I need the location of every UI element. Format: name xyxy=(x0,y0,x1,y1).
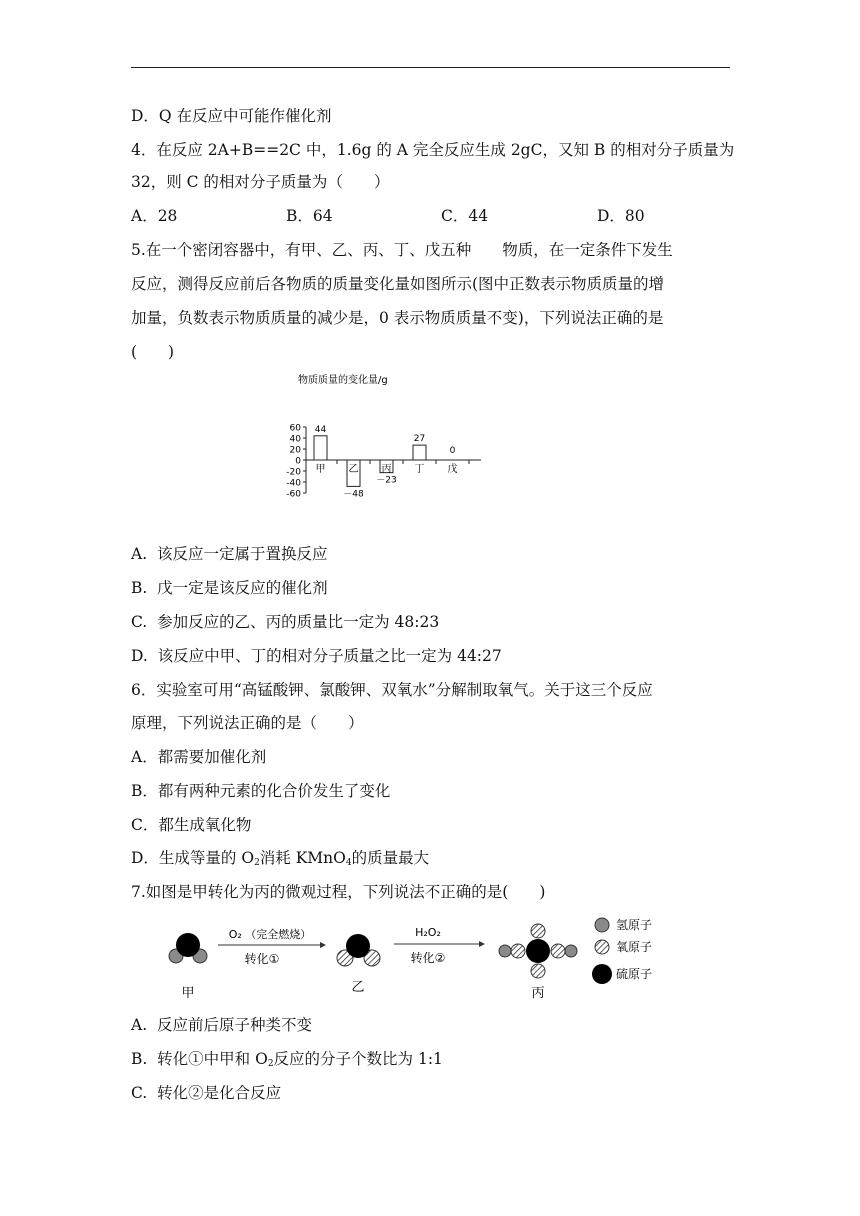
molecule-diagram-svg xyxy=(160,906,680,1006)
chart-value-label: 0 xyxy=(449,446,456,456)
q6-option-a: A．都需要加催化剂 xyxy=(131,748,267,766)
chart-bar xyxy=(413,445,426,460)
chart-value-label: －48 xyxy=(343,489,364,500)
chart-y-tick-label: -40 xyxy=(286,478,301,489)
molecule-jia xyxy=(169,933,207,963)
chart-y-tick-label: -60 xyxy=(286,489,301,500)
chart-category-label: 丙 xyxy=(381,464,392,475)
molecule-diagram xyxy=(160,906,680,1010)
legend-oxygen-swatch xyxy=(595,940,609,954)
q6-option-b: B．都有两种元素的化合价发生了变化 xyxy=(131,782,391,800)
legend-hydrogen-label: 氢原子 xyxy=(616,918,653,932)
q5-stem-line1: 5.在一个密闭容器中，有甲、乙、丙、丁、戊五种 物质，在一定条件下发生 xyxy=(131,241,673,259)
q5-stem-line3: 加量，负数表示物质质量的减少是，0 表示物质质量不变)，下列说法正确的是 xyxy=(131,309,664,327)
arrow1-head xyxy=(320,942,326,948)
legend-oxygen-label: 氧原子 xyxy=(616,940,653,954)
q5-option-c: C. 参加反应的乙、丙的质量比一定为 48:23 xyxy=(131,613,440,631)
molecule-yi xyxy=(337,934,380,966)
q5-option-b: B. 戊一定是该反应的催化剂 xyxy=(131,579,328,597)
q6-stem-line2: 原理，下列说法正确的是（ ） xyxy=(131,714,364,732)
legend-sulfur-swatch xyxy=(592,964,612,984)
q7-stem: 7.如图是甲转化为丙的微观过程，下列说法不正确的是( ) xyxy=(131,883,546,901)
q4-option-a: A．28 xyxy=(131,207,178,225)
chart-title: 物质质量的变化量/g xyxy=(298,375,388,386)
label-jia: 甲 xyxy=(181,986,195,1001)
arrow2-bottom-label: 转化② xyxy=(410,951,446,965)
q7-option-c: C. 转化②是化合反应 xyxy=(131,1084,282,1102)
chart-category-label: 乙 xyxy=(348,464,359,475)
molecule-bing xyxy=(499,924,577,978)
q4-option-d: D．80 xyxy=(597,207,645,225)
q6-stem-line1: 6．实验室可用“高锰酸钾、氯酸钾、双氧水”分解制取氧气。关于这三个反应 xyxy=(131,681,653,699)
q6-option-c: C．都生成氧化物 xyxy=(131,816,252,834)
q7-option-a: A. 反应前后原子种类不变 xyxy=(131,1016,312,1034)
chart-y-tick-label: 0 xyxy=(295,456,301,467)
arrow2-head xyxy=(479,941,485,947)
chart-y-tick-label: -20 xyxy=(286,467,301,478)
q4-stem-line2: 32，则 C 的相对分子质量为（ ） xyxy=(131,173,390,191)
q5-stem-line4: ( ) xyxy=(131,343,175,361)
label-bing: 丙 xyxy=(531,986,545,1001)
chart-category-label: 丁 xyxy=(414,464,425,475)
chart-y-tick-label: 20 xyxy=(289,445,301,456)
q4-stem-line1: 4．在反应 2A+B==2C 中，1.6g 的 A 完全反应生成 2gC，又知 B 的相对分子质量为 xyxy=(131,141,735,159)
q5-option-a: A. 该反应一定属于置换反应 xyxy=(131,545,328,563)
arrow1-top-label: O₂ （完全燃烧） xyxy=(228,928,312,941)
label-yi: 乙 xyxy=(351,980,365,995)
chart-y-tick-label: 60 xyxy=(289,423,301,434)
chart-category-label: 甲 xyxy=(315,464,326,475)
q5-option-d: D. 该反应中甲、丁的相对分子质量之比一定为 44:27 xyxy=(131,647,502,665)
arrow1-bottom-label: 转化① xyxy=(244,952,280,966)
chart-svg xyxy=(270,368,485,536)
legend-sulfur-label: 硫原子 xyxy=(616,967,653,981)
chart-bar xyxy=(314,436,327,460)
arrow2-top-label: H₂O₂ xyxy=(415,926,441,939)
q4-option-b: B．64 xyxy=(286,207,333,225)
q7-option-b: B. 转化①中甲和 $O_2$反应的分子个数比为 1:1 xyxy=(131,1050,443,1069)
chart-value-label: 44 xyxy=(314,424,327,435)
header-rule xyxy=(131,67,730,68)
chart-y-tick-label: 40 xyxy=(289,434,301,445)
mass-change-chart xyxy=(270,368,485,540)
q4-option-c: C．44 xyxy=(441,207,489,225)
q3-option-d: D．Q 在反应中可能作催化剂 xyxy=(131,107,332,125)
diagram-legend xyxy=(592,918,652,984)
chart-category-label: 戊 xyxy=(447,464,458,475)
chart-value-label: －23 xyxy=(376,475,397,486)
legend-hydrogen-swatch xyxy=(595,918,609,932)
q6-option-d: D．生成等量的 $O_2$消耗 KMnO$_4$的质量最大 xyxy=(131,849,430,868)
q5-stem-line2: 反应，测得反应前后各物质的质量变化量如图所示(图中正数表示物质质量的增 xyxy=(131,275,665,293)
chart-value-label: 27 xyxy=(413,434,426,445)
